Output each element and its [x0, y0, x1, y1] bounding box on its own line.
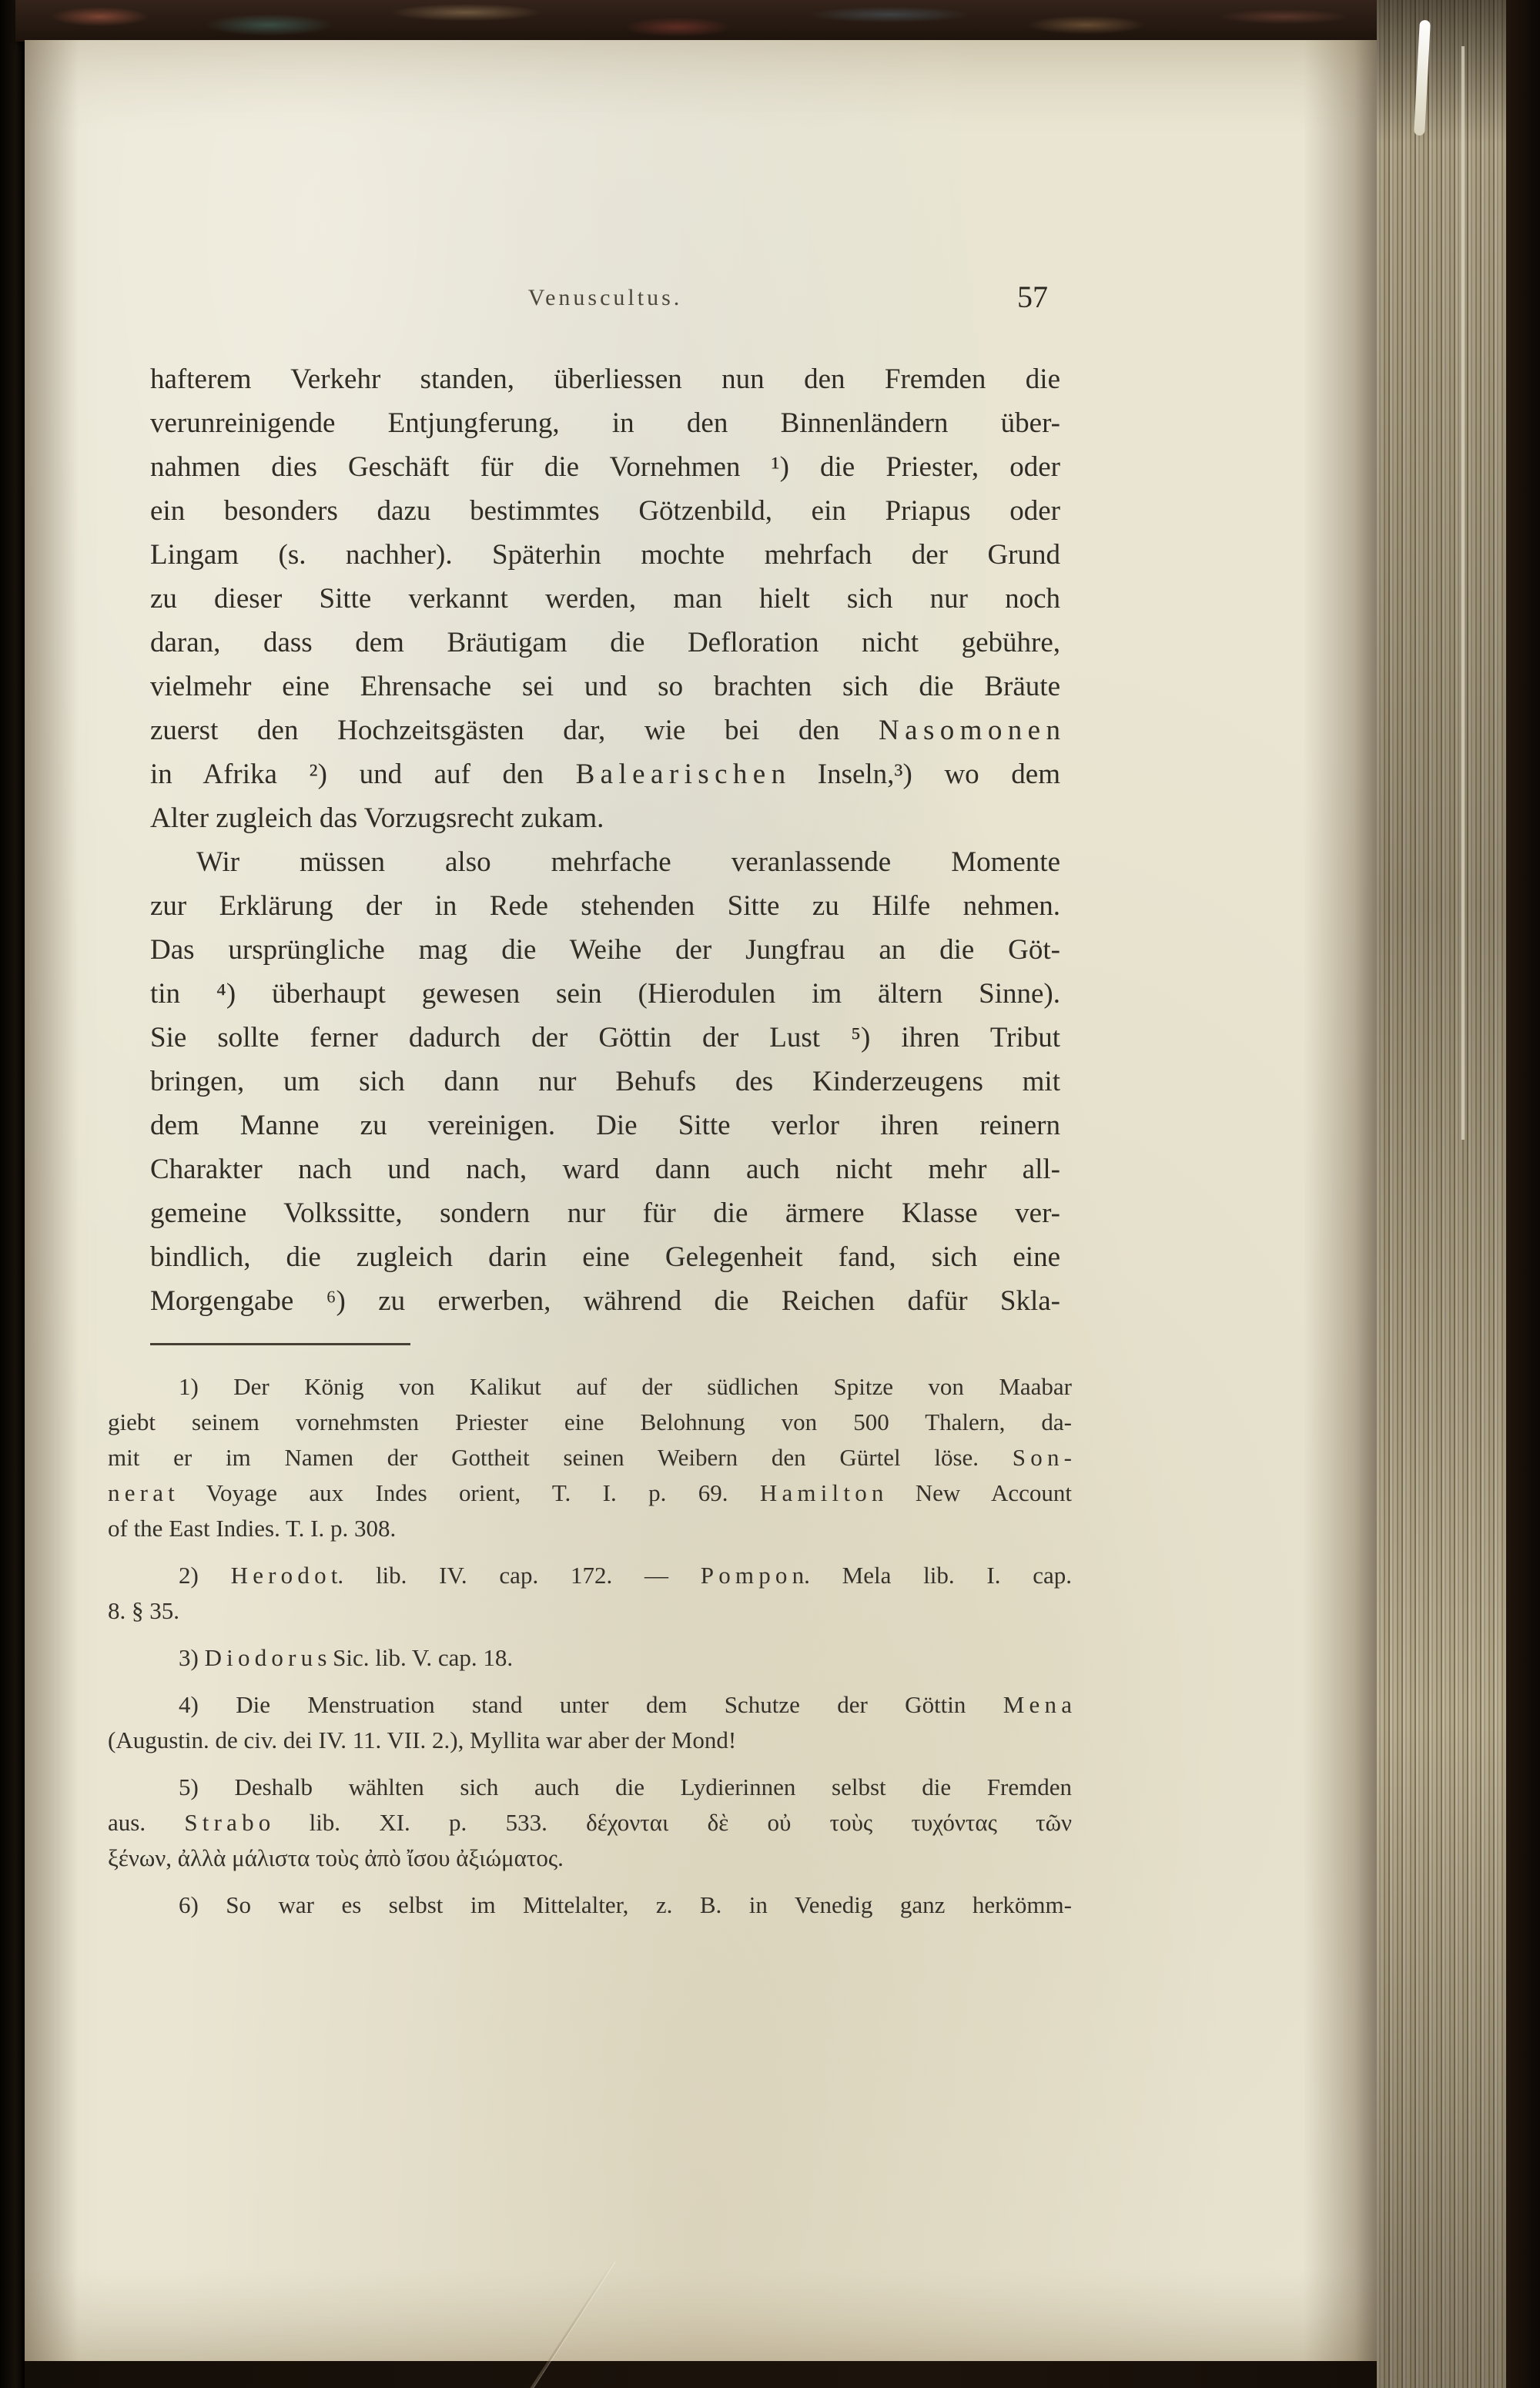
text-line: gemeine Volkssitte, sondern nur für die ärmere Klasse ver-	[150, 1197, 1060, 1229]
footnote-line: (Augustin. de civ. dei IV. 11. VII. 2.), Myllita war aber der Mond!	[108, 1727, 737, 1753]
book-spine-left	[0, 0, 25, 2388]
footnote	[108, 1369, 1072, 1546]
footnote-line: 3) D i o d o r u s Sic. lib. V. cap. 18.	[179, 1644, 514, 1671]
paper-crease	[514, 2260, 615, 2388]
footnote-line: of the East Indies. T. I. p. 308.	[108, 1515, 397, 1542]
footnote-line: 1) Der König von Kalikut auf der südlichen Spitze von Maabar	[179, 1373, 1072, 1400]
text-line: vielmehr eine Ehrensache sei und so brachten sich die Bräute	[150, 671, 1060, 702]
page-header	[150, 280, 1060, 333]
footnote-line: 4) Die Menstruation stand unter dem Schutze der Göttin M e n a	[179, 1691, 1072, 1718]
footnote	[108, 1640, 1072, 1676]
text-line: bringen, um sich dann nur Behufs des Kinderzeugens mit	[150, 1066, 1060, 1097]
text-line: dem Manne zu vereinigen. Die Sitte verlor ihren reinern	[150, 1110, 1060, 1141]
footnote-line: 2) H e r o d o t. lib. IV. cap. 172. — P o m p o n. Mela lib. I. cap.	[179, 1562, 1072, 1589]
running-title: Venuscultus.	[527, 285, 683, 310]
footnote-line: n e r a t Voyage aux Indes orient, T. I. p. 69. H a m i l t o n New Account	[108, 1479, 1072, 1506]
text-line: daran, dass dem Bräutigam die Defloration nicht gebühre,	[150, 627, 1060, 658]
marbled-top-edge	[15, 0, 1424, 42]
footnote	[108, 1558, 1072, 1629]
footnote-line: mit er im Namen der Gottheit seinen Weibern den Gürtel löse. S o n -	[108, 1444, 1072, 1471]
text-line: Lingam (s. nachher). Späterhin mochte mehrfach der Grund	[150, 539, 1060, 571]
footnote-line: 5) Deshalb wählten sich auch die Lydierinnen selbst die Fremden	[179, 1773, 1072, 1800]
footnote-line: giebt seinem vornehmsten Priester eine Belohnung von 500 Thalern, da-	[108, 1408, 1072, 1435]
footnote-line: aus. S t r a b o lib. XI. p. 533. δέχονται δὲ οὐ τοὺς τυχόντας τῶν	[108, 1809, 1072, 1836]
book-cover-right	[1506, 0, 1540, 2388]
text-line: ein besonders dazu bestimmtes Götzenbild, ein Priapus oder	[150, 495, 1060, 527]
text-line: zuerst den Hochzeitsgästen dar, wie bei den N a s o m o n e n	[150, 715, 1060, 746]
text-line: hafterem Verkehr standen, überliessen nun den Fremden die	[150, 363, 1060, 395]
page-edges-shadow	[1377, 0, 1506, 2388]
body-text	[150, 357, 1060, 1323]
page-paper	[25, 40, 1377, 2361]
text-line: nahmen dies Geschäft für die Vornehmen ¹) die Priester, oder	[150, 451, 1060, 483]
footnote	[108, 1770, 1072, 1876]
text-column	[150, 280, 1060, 1323]
text-line: Alter zugleich das Vorzugsrecht zukam.	[150, 802, 604, 834]
text-line: Morgengabe ⁶) zu erwerben, während die Reichen dafür Skla-	[150, 1285, 1060, 1317]
page-edge-highlight	[1461, 46, 1465, 1140]
page-number: 57	[1017, 280, 1048, 314]
text-line: tin ⁴) überhaupt gewesen sein (Hierodulen im ältern Sinne).	[150, 978, 1060, 1010]
footnote-rule	[150, 1343, 410, 1345]
footnotes	[108, 1369, 1072, 1934]
text-line: verunreinigende Entjungferung, in den Binnenländern über-	[150, 407, 1060, 439]
footnote-line: ξένων, ἀλλὰ μάλιστα τοὺς ἀπὸ ἴσου ἀξιώματος.	[108, 1844, 564, 1871]
text-line: Charakter nach und nach, ward dann auch nicht mehr all-	[150, 1154, 1060, 1185]
text-line: zur Erklärung der in Rede stehenden Sitte zu Hilfe nehmen.	[150, 890, 1060, 922]
text-line: Wir müssen also mehrfache veranlassende Momente	[196, 846, 1060, 878]
text-line: in Afrika ²) und auf den B a l e a r i s c h e n Inseln,³) wo dem	[150, 759, 1060, 790]
footnote	[108, 1887, 1072, 1923]
footnote-line: 8. § 35.	[108, 1597, 179, 1624]
footnote	[108, 1687, 1072, 1758]
text-line: Das ursprüngliche mag die Weihe der Jungfrau an die Göt-	[150, 934, 1060, 966]
footnote-line: 6) So war es selbst im Mittelalter, z. B. in Venedig ganz herkömm-	[179, 1891, 1072, 1918]
text-line: bindlich, die zugleich darin eine Gelegenheit fand, sich eine	[150, 1241, 1060, 1273]
text-line: Sie sollte ferner dadurch der Göttin der Lust ⁵) ihren Tribut	[150, 1022, 1060, 1053]
text-line: zu dieser Sitte verkannt werden, man hielt sich nur noch	[150, 583, 1060, 615]
